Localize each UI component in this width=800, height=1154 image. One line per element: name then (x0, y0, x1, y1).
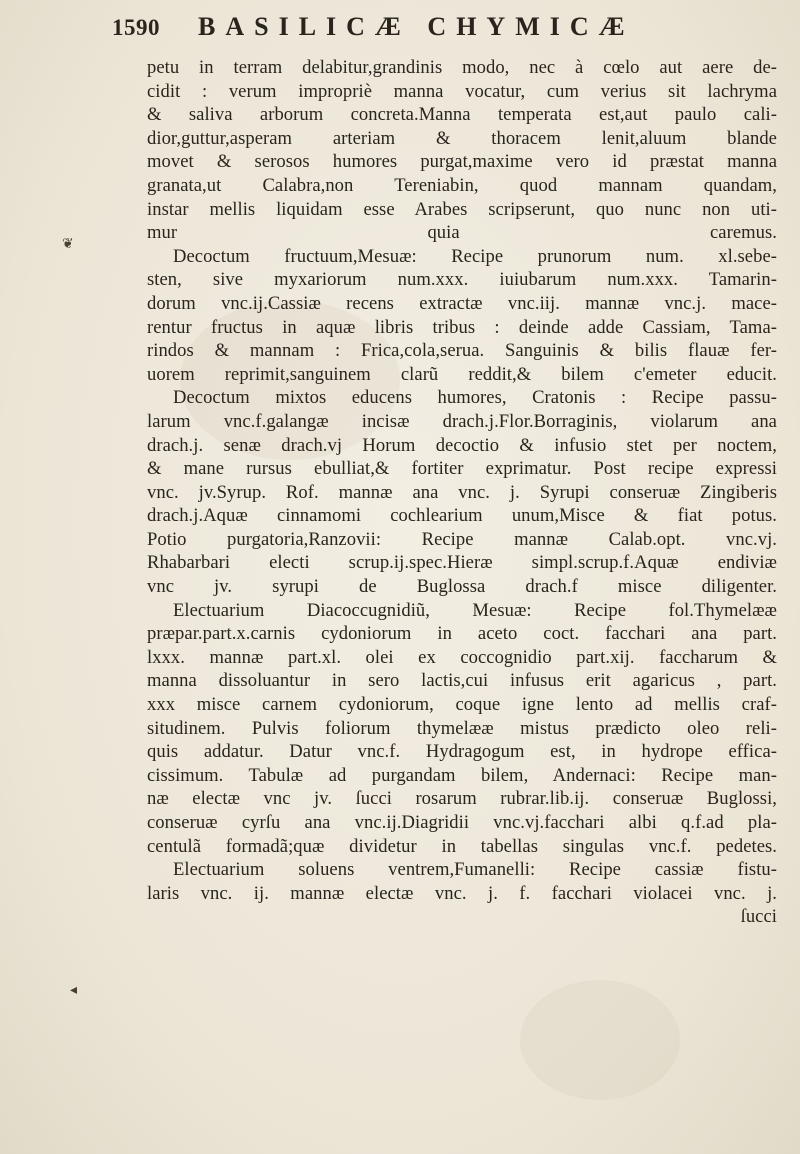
page-header (112, 12, 635, 56)
text-line: movet & serosos humores purgat,maxime vero id præstat manna (147, 151, 777, 173)
text-line: dorum vnc.ij.Cassiæ recens extractæ vnc.iij. mannæ vnc.j. mace- (147, 292, 777, 314)
text-line: instar mellis liquidam esse Arabes scripserunt, quo nunc non uti- (147, 198, 777, 220)
text-line: ſucci (740, 906, 777, 928)
text-line: granata,ut Calabra,non Tereniabin, quod mannam quandam, (147, 174, 777, 196)
text-line: Decoctum fructuum,Mesuæ: Recipe prunorum num. xl.sebe- (173, 245, 777, 267)
text-line: sten, sive myxariorum num.xxx. iuiubarum num.xxx. Tamarin- (147, 269, 777, 291)
text-line: laris vnc. ij. mannæ electæ vnc. j. f. facchari violacei vnc. j. (147, 882, 777, 904)
text-line: Decoctum mixtos educens humores, Cratonis : Recipe passu- (173, 387, 777, 409)
text-line: xxx misce carnem cydoniorum, coque igne lento ad mellis craf- (147, 694, 777, 716)
margin-mark-icon: ❦ (62, 237, 74, 252)
text-line: rindos & mannam : Frica,cola,serua. Sanguinis & bilis flauæ fer- (147, 340, 777, 362)
text-line: næ electæ vnc jv. ſucci rosarum rubrar.lib.ij. conseruæ Buglossi, (147, 788, 777, 810)
paper-stain (520, 980, 680, 1100)
text-line: rentur fructus in aquæ libris tribus : deinde adde Cassiam, Tama- (147, 316, 777, 338)
text-line: vnc jv. syrupi de Buglossa drach.f misce diligenter. (147, 576, 777, 598)
text-line: situdinem. Pulvis foliorum thymelææ mistus prædicto oleo reli- (147, 717, 777, 739)
page-number: 1590 (112, 15, 160, 40)
text-line: Rhabarbari electi scrup.ij.spec.Hieræ simpl.scrup.f.Aquæ endiviæ (147, 552, 777, 574)
text-line: dior,guttur,asperam arteriam & thoracem lenit,aluum blande (147, 127, 777, 149)
text-line: lxxx. mannæ part.xl. olei ex coccognidio part.xij. faccharum & (147, 646, 777, 668)
text-line: Electuarium soluens ventrem,Fumanelli: Recipe cassiæ fistu- (173, 859, 777, 881)
text-line: mur quia caremus. (147, 222, 777, 244)
text-line: Potio purgatoria,Ranzovii: Recipe mannæ Calab.opt. vnc.vj. (147, 528, 777, 550)
text-line: drach.j. senæ drach.vj Horum decoctio & infusio stet per noctem, (147, 434, 777, 456)
text-line: & saliva arborum concreta.Manna temperata est,aut paulo cali- (147, 104, 777, 126)
text-line: Electuarium Diacoccugnidiũ, Mesuæ: Recipe fol.Thymelææ (173, 599, 777, 621)
running-title: BASILICÆ CHYMICÆ (198, 12, 635, 41)
margin-mark-icon: ◂ (70, 983, 78, 998)
text-line: vnc. jv.Syrup. Rof. mannæ ana vnc. j. Syrupi conseruæ Zingiberis (147, 481, 777, 503)
text-line: cissimum. Tabulæ ad purgandam bilem, Andernaci: Recipe man- (147, 764, 777, 786)
text-line: manna dissoluantur in sero lactis,cui infusus erit agaricus , part. (147, 670, 777, 692)
text-line: drach.j.Aquæ cinnamomi cochlearium unum,Misce & fiat potus. (147, 505, 777, 527)
text-line: quis addatur. Datur vnc.f. Hydragogum est, in hydrope effica- (147, 741, 777, 763)
text-line: cidit : verum impropriè manna vocatur, cum verius sit lachryma (147, 80, 777, 102)
text-line: larum vnc.f.galangæ incisæ drach.j.Flor.Borraginis, violarum ana (147, 410, 777, 432)
text-line: conseruæ cyrſu ana vnc.ij.Diagridii vnc.vj.facchari albi q.f.ad pla- (147, 812, 777, 833)
text-line: centulã formadã;quæ dividetur in tabellas singulas vnc.f. pedetes. (147, 835, 777, 857)
body-text (147, 56, 777, 929)
text-line: petu in terram delabitur,grandinis modo, nec à cœlo aut aere de- (147, 57, 777, 78)
text-line: & mane rursus ebulliat,& fortiter exprimatur. Post recipe expressi (147, 458, 777, 480)
text-line: uorem reprimit,sanguinem clarũ reddit,& bilem c'emeter educit. (147, 363, 777, 385)
text-line: præpar.part.x.carnis cydoniorum in aceto coct. facchari ana part. (147, 623, 777, 645)
